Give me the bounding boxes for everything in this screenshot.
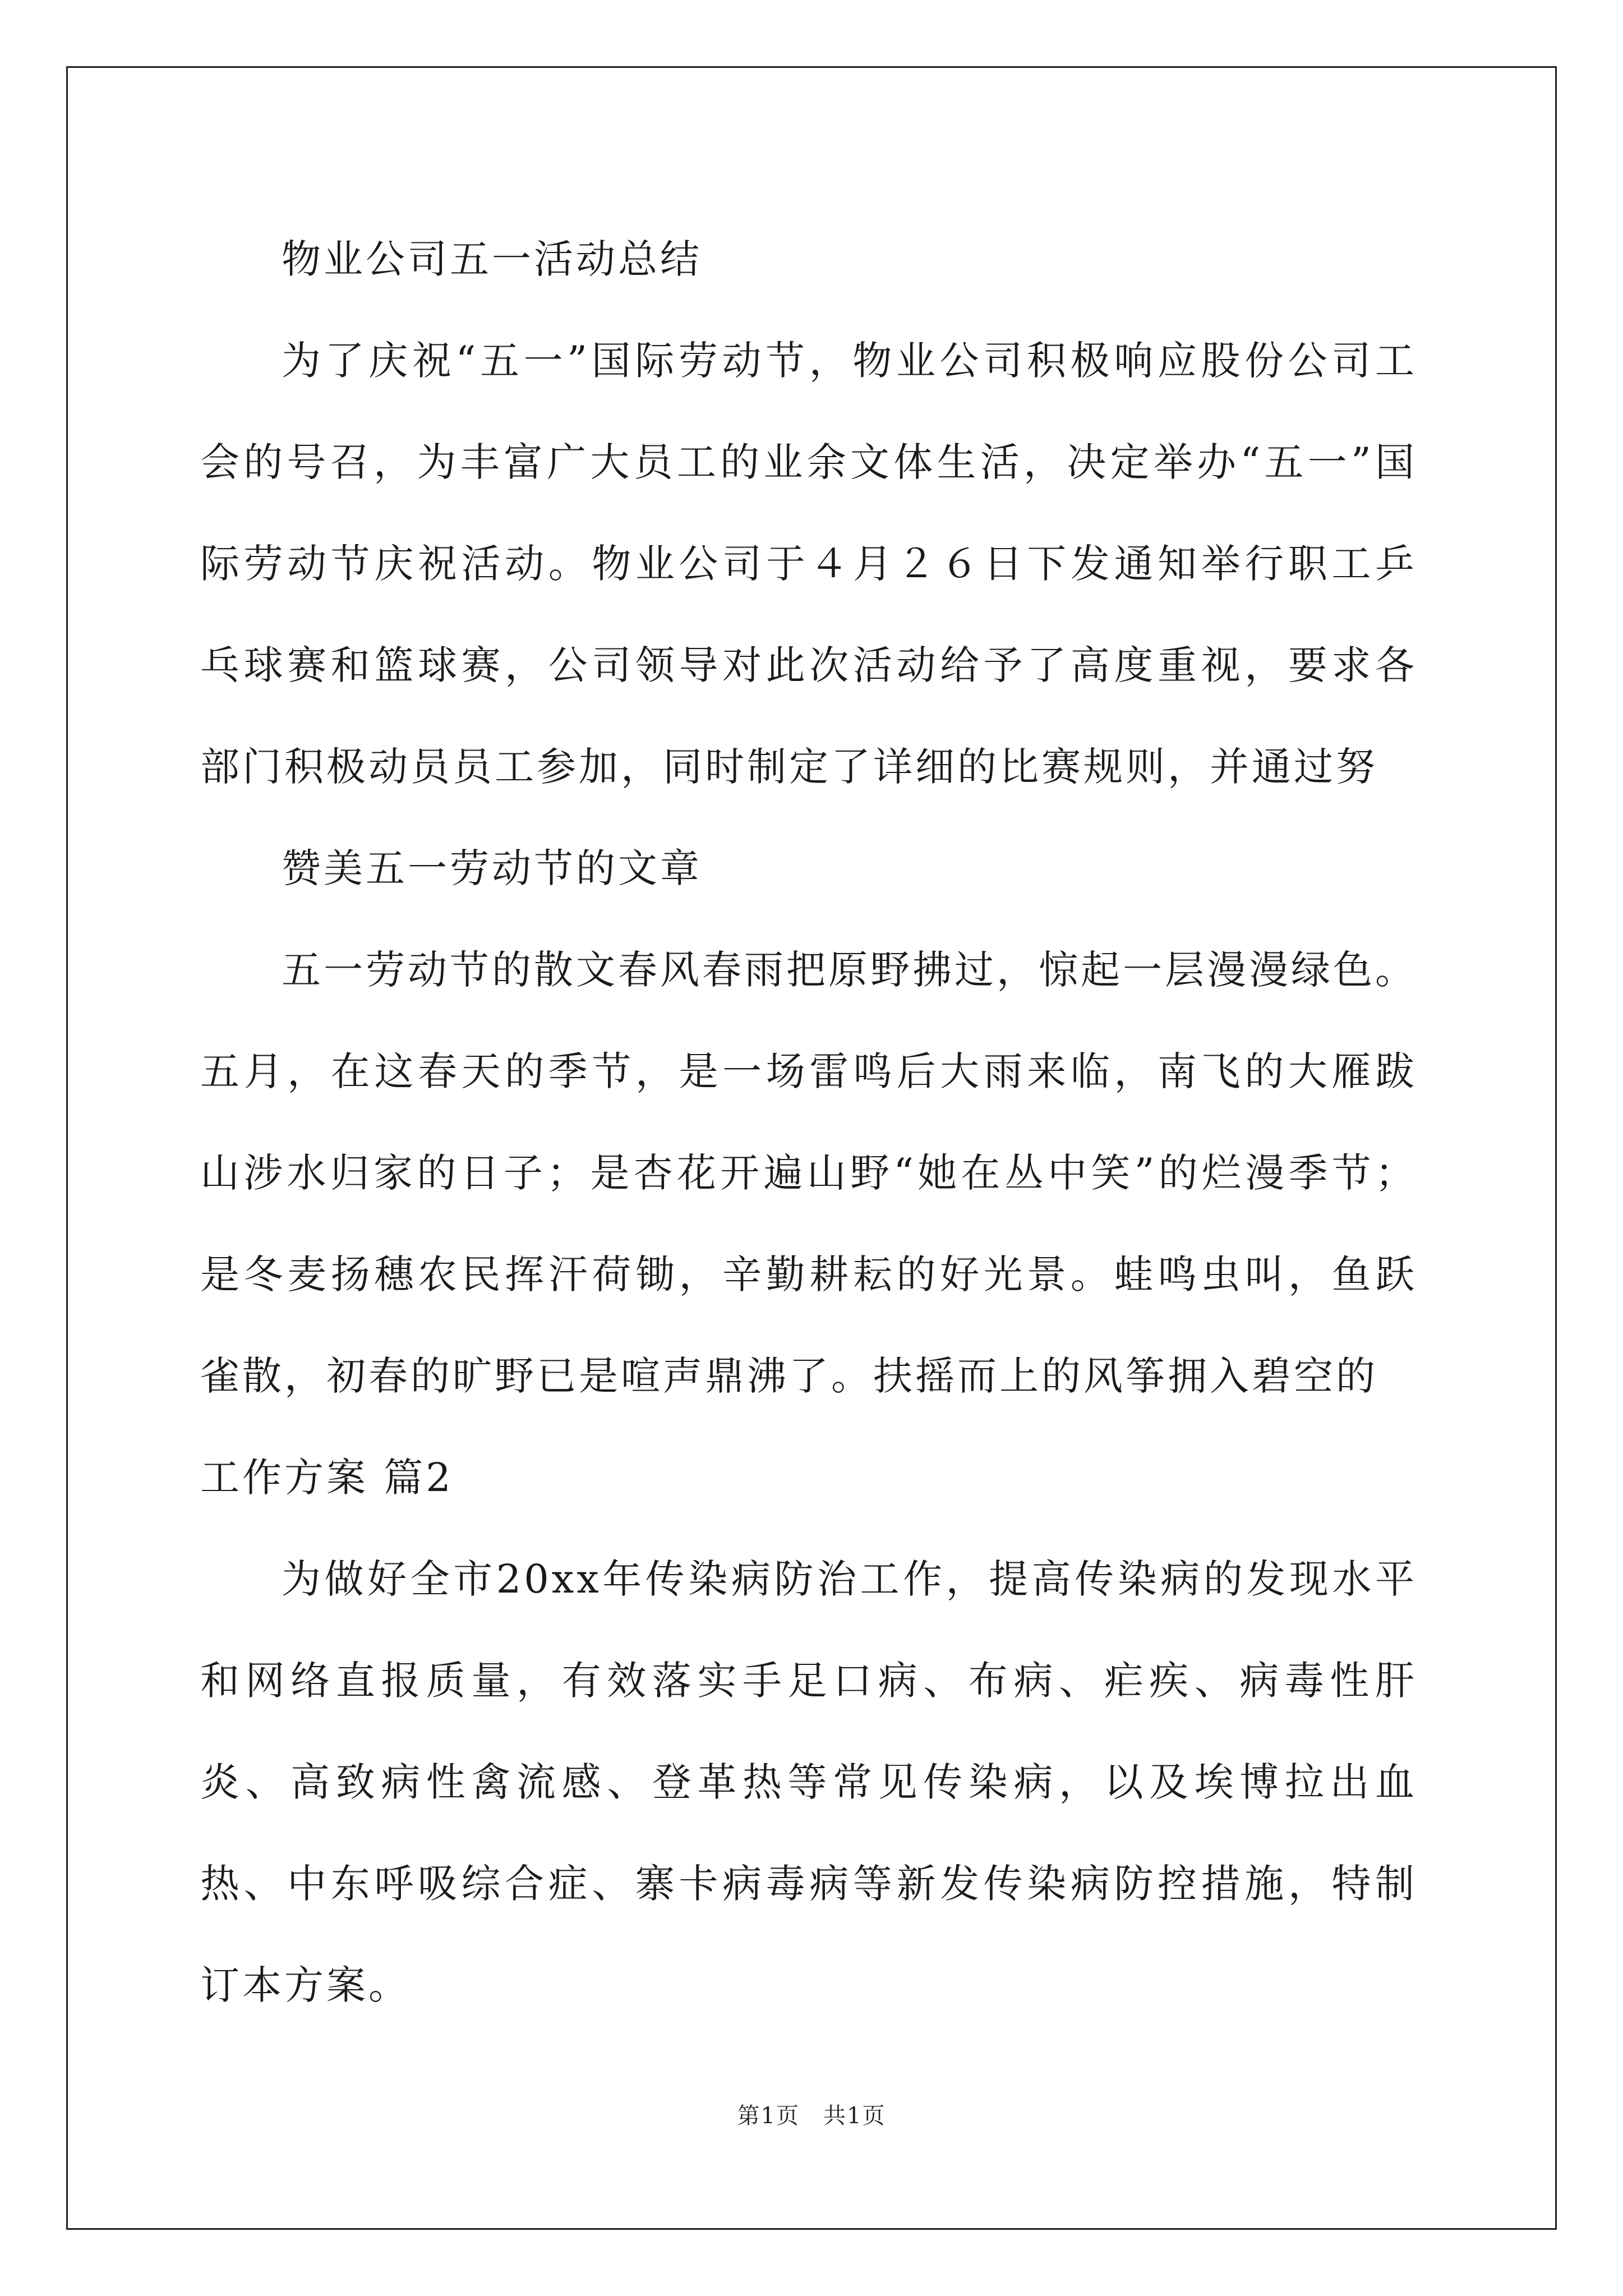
section-1-paragraph: 为了庆祝“五一”国际劳动节，物业公司积极响应股份公司工会的号召，为丰富广大员工的业余文体生活，决定举办“五一”国际劳动节庆祝活动。物业公司于４月２６日下发通知举行职工乒乓球赛和篮球赛，公司领导对此次活动给予了高度重视，要求各部门积极动员员工参加，同时制定了详细的比赛规则，并通过努 <box>200 338 1417 790</box>
section-3-title: 工作方案 篇2 <box>200 1455 454 1501</box>
section-1-title: 物业公司五一活动总结 <box>282 236 702 282</box>
page-number-total: 共1页 <box>823 2103 886 2129</box>
section-2-title: 赞美五一劳动节的文章 <box>282 845 702 891</box>
page-number-current: 第1页 <box>737 2103 800 2129</box>
section-3-paragraph: 为做好全市20xx年传染病防治工作，提高传染病的发现水平和网络直报质量，有效落实手足口病、布病、疟疾、病毒性肝炎、高致病性禽流感、登革热等常见传染病，以及埃博拉出血热、中东呼吸综合症、寨卡病毒病等新发传染病防控措施，特制订本方案。 <box>200 1556 1417 2008</box>
section-2-paragraph: 五一劳动节的散文春风春雨把原野拂过，惊起一层漫漫绿色。五月，在这春天的季节，是一场雷鸣后大雨来临，南飞的大雁跋山涉水归家的日子；是杏花开遍山野“她在丛中笑”的烂漫季节；是冬麦扬穗农民挥汗荷锄，辛勤耕耘的好光景。蛙鸣虫叫，鱼跃雀散，初春的旷野已是喧声鼎沸了。扶摇而上的风筝拥入碧空的 <box>200 947 1417 1399</box>
document-body <box>200 209 1417 2036</box>
page-footer <box>0 2098 1623 2130</box>
